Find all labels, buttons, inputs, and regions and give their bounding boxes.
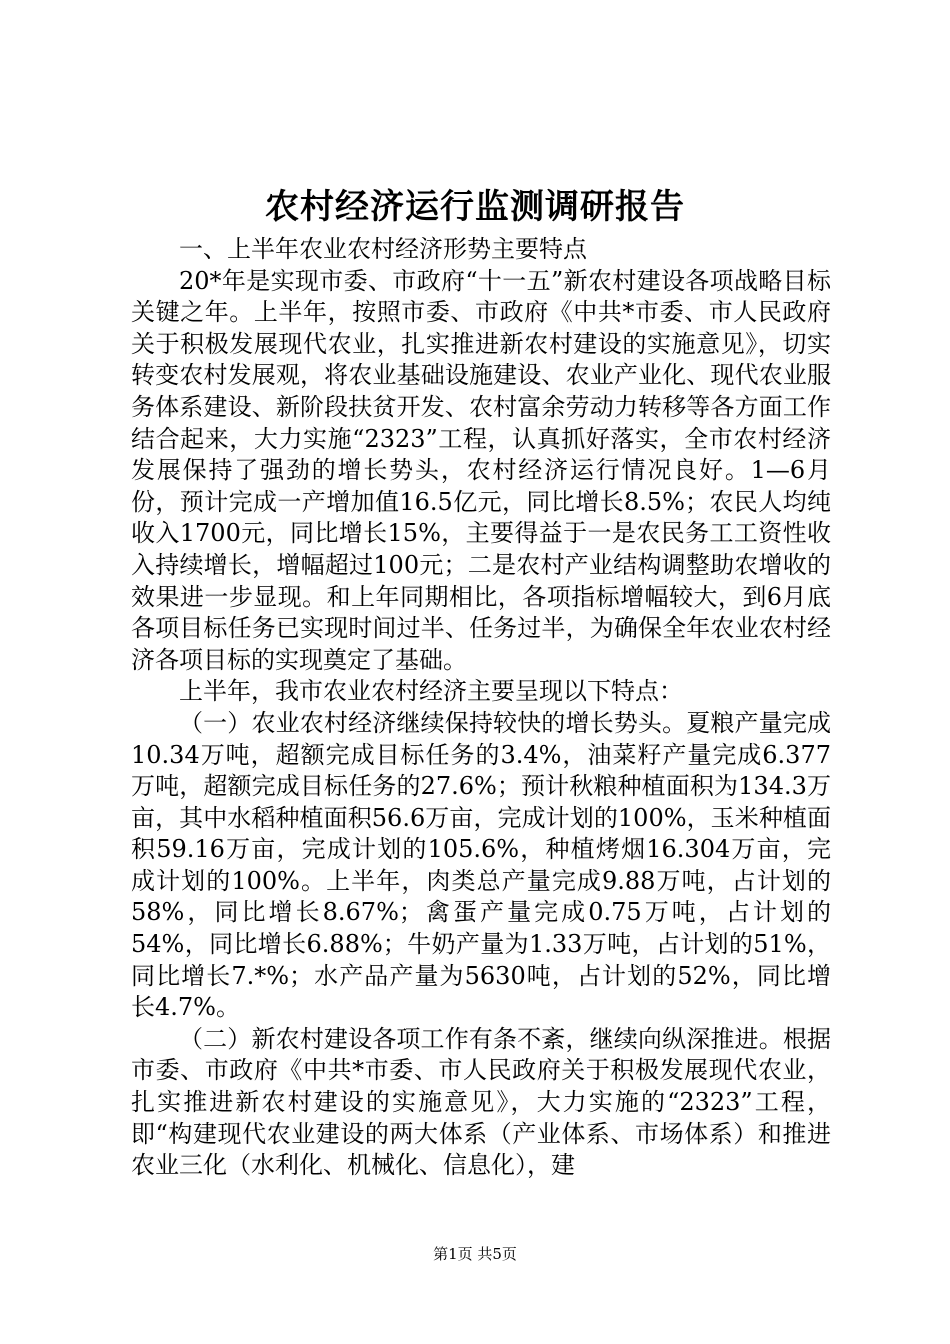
document-body [131,234,831,1182]
body-paragraph: （二）新农村建设各项工作有条不紊，继续向纵深推进。根据市委、市政府《中共*市委、市人民政府关于积极发展现代农业，扎实推进新农村建设的实施意见》，大力实施的“2323”工程，即“构建现代农业建设的两大体系（产业体系、市场体系）和推进农业三化（水利化、机械化、信息化），建 [131,1024,831,1180]
page-number-footer: 第1页 共5页 [433,1245,517,1263]
body-paragraph: （一）农业农村经济继续保持较快的增长势头。夏粮产量完成10.34万吨，超额完成目标任务的3.4%，油菜籽产量完成6.377万吨，超额完成目标任务的27.6%；预计秋粮种植面积为134.3万亩，其中水稻种植面积56.6万亩，完成计划的100%，玉米种植面积59.16万亩，完成计划的105.6%，种植烤烟16.304万亩，完成计划的100%。上半年，肉类总产量完成9.88万吨，占计划的58%，同比增长8.67%；禽蛋产量完成0.75万吨，占计划的54%，同比增长6.88%；牛奶产量为1.33万吨，占计划的51%，同比增长7.*%；水产品产量为5630吨，占计划的52%，同比增长4.7%。 [131,708,831,1022]
document-title: 农村经济运行监测调研报告 [265,187,685,227]
body-paragraph: 上半年，我市农业农村经济主要呈现以下特点： [179,677,683,706]
body-paragraph: 20*年是实现市委、市政府“十一五”新农村建设各项战略目标关键之年。上半年，按照市委、市政府《中共*市委、市人民政府关于积极发展现代农业，扎实推进新农村建设的实施意见》，切实转变农村发展观，将农业基础设施建设、农业产业化、现代农业服务体系建设、新阶段扶贫开发、农村富余劳动力转移等各方面工作结合起来，大力实施“2323”工程，认真抓好落实，全市农村经济发展保持了强劲的增长势头，农村经济运行情况良好。1—6月份，预计完成一产增加值16.5亿元，同比增长8.5%；农民人均纯收入1700元，同比增长15%，主要得益于一是农民务工工资性收入持续增长，增幅超过100元；二是农村产业结构调整助农增收的效果进一步显现。和上年同期相比，各项指标增幅较大，到6月底各项目标任务已实现时间过半、任务过半，为确保全年农业农村经济各项目标的实现奠定了基础。 [131,266,831,674]
section-heading: 一、上半年农业农村经济形势主要特点 [179,235,587,263]
